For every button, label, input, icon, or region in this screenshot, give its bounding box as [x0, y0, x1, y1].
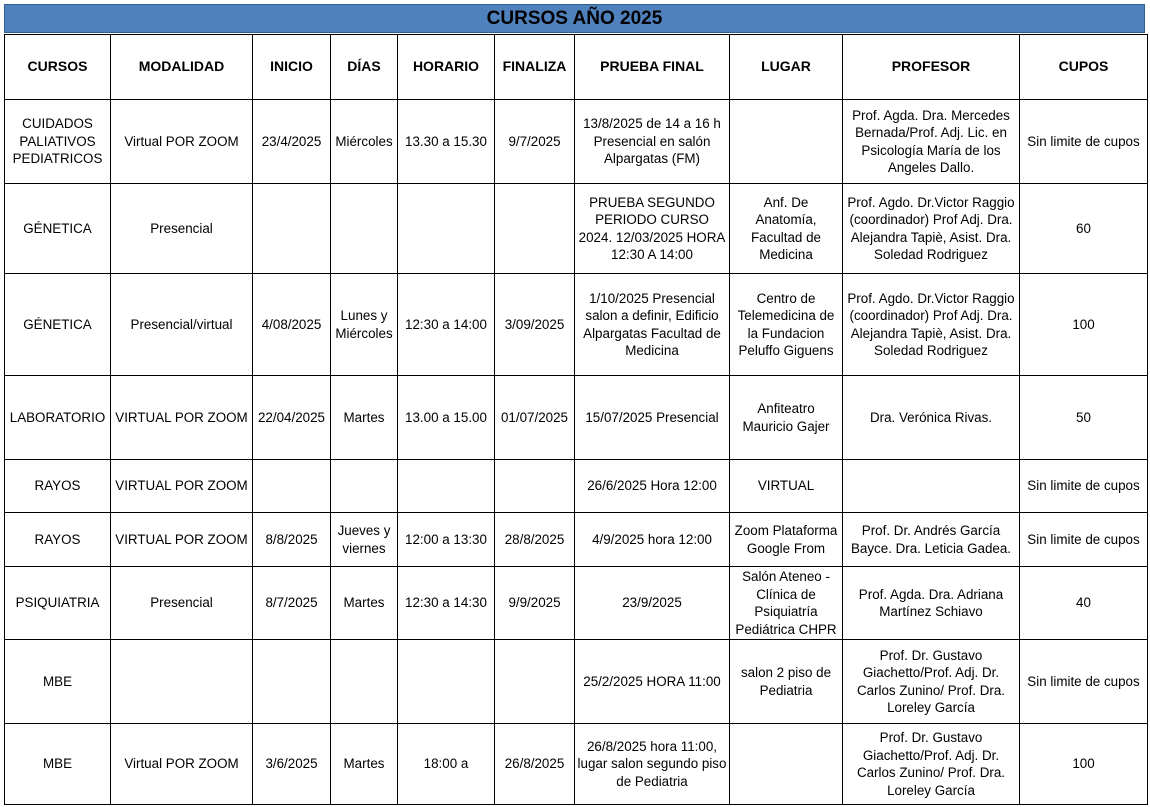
table-row	[5, 640, 1148, 724]
cell-lugar: Zoom Plataforma Google From	[730, 513, 843, 567]
cell-cupos: 100	[1020, 274, 1148, 376]
cell-horario: 13.00 a 15.00	[398, 376, 495, 460]
cell-cupos: Sin limite de cupos	[1020, 640, 1148, 724]
cell-prueba-final: 1/10/2025 Presencial salon a definir, Edificio Alpargatas Facultad de Medicina	[575, 274, 730, 376]
cell-dias: Martes	[331, 567, 398, 640]
table-row	[5, 376, 1148, 460]
cell-horario: 12:30 a 14:00	[398, 274, 495, 376]
cell-prueba-final: 25/2/2025 HORA 11:00	[575, 640, 730, 724]
cell-profesor: Prof. Agdo. Dr.Victor Raggio (coordinador) Prof Adj. Dra. Alejandra Tapiè, Asist. Dra. Soledad Rodriguez	[843, 184, 1020, 274]
column-header-finaliza: FINALIZA	[495, 35, 575, 100]
cell-lugar: Anfiteatro Mauricio Gajer	[730, 376, 843, 460]
cell-horario	[398, 640, 495, 724]
cell-lugar: VIRTUAL	[730, 460, 843, 513]
cell-horario	[398, 460, 495, 513]
cell-inicio: 8/7/2025	[253, 567, 331, 640]
cell-inicio: 23/4/2025	[253, 100, 331, 184]
cell-inicio	[253, 184, 331, 274]
cell-prueba-final: 13/8/2025 de 14 a 16 h Presencial en salón Alpargatas (FM)	[575, 100, 730, 184]
cell-prueba-final: 4/9/2025 hora 12:00	[575, 513, 730, 567]
header-row	[5, 35, 1148, 100]
column-header-prueba-final: PRUEBA FINAL	[575, 35, 730, 100]
cell-modalidad	[111, 640, 253, 724]
cell-cupos: Sin limite de cupos	[1020, 100, 1148, 184]
cell-finaliza: 26/8/2025	[495, 724, 575, 805]
table-row	[5, 513, 1148, 567]
cell-finaliza: 3/09/2025	[495, 274, 575, 376]
cell-modalidad: Presencial	[111, 184, 253, 274]
cell-dias	[331, 460, 398, 513]
cell-cupos: 40	[1020, 567, 1148, 640]
cell-finaliza: 28/8/2025	[495, 513, 575, 567]
cell-dias: Jueves y viernes	[331, 513, 398, 567]
cell-cursos: GÉNETICA	[5, 184, 111, 274]
cell-profesor: Prof. Dr. Andrés García Bayce. Dra. Leticia Gadea.	[843, 513, 1020, 567]
cell-dias: Martes	[331, 724, 398, 805]
cell-lugar: salon 2 piso de Pediatria	[730, 640, 843, 724]
cell-finaliza: 9/9/2025	[495, 567, 575, 640]
cell-lugar	[730, 724, 843, 805]
page-title: CURSOS AÑO 2025	[4, 4, 1145, 33]
cell-prueba-final: 26/8/2025 hora 11:00, lugar salon segundo piso de Pediatria	[575, 724, 730, 805]
table-row	[5, 460, 1148, 513]
cell-cupos: Sin limite de cupos	[1020, 460, 1148, 513]
cell-horario	[398, 184, 495, 274]
cell-finaliza	[495, 184, 575, 274]
cell-lugar	[730, 100, 843, 184]
cell-profesor: Prof. Agdo. Dr.Victor Raggio (coordinador) Prof Adj. Dra. Alejandra Tapiè, Asist. Dra. Soledad Rodriguez	[843, 274, 1020, 376]
cell-cursos: RAYOS	[5, 513, 111, 567]
courses-table	[4, 34, 1148, 805]
column-header-horario: HORARIO	[398, 35, 495, 100]
column-header-inicio: INICIO	[253, 35, 331, 100]
cell-finaliza	[495, 640, 575, 724]
table-row	[5, 274, 1148, 376]
cell-cupos: 100	[1020, 724, 1148, 805]
cell-prueba-final: 23/9/2025	[575, 567, 730, 640]
cell-cursos: LABORATORIO	[5, 376, 111, 460]
cell-inicio: 3/6/2025	[253, 724, 331, 805]
table-row	[5, 567, 1148, 640]
table-row	[5, 100, 1148, 184]
cell-dias: Lunes y Miércoles	[331, 274, 398, 376]
cell-dias	[331, 184, 398, 274]
column-header-lugar: LUGAR	[730, 35, 843, 100]
cell-horario: 13.30 a 15.30	[398, 100, 495, 184]
cell-lugar: Anf. De Anatomía, Facultad de Medicina	[730, 184, 843, 274]
cell-profesor	[843, 460, 1020, 513]
cell-modalidad: VIRTUAL POR ZOOM	[111, 460, 253, 513]
table-row	[5, 184, 1148, 274]
cell-modalidad: Presencial	[111, 567, 253, 640]
cell-dias: Miércoles	[331, 100, 398, 184]
cell-prueba-final: 26/6/2025 Hora 12:00	[575, 460, 730, 513]
column-header-modalidad: MODALIDAD	[111, 35, 253, 100]
cell-lugar: Salón Ateneo - Clínica de Psiquiatría Pediátrica CHPR	[730, 567, 843, 640]
cell-finaliza: 9/7/2025	[495, 100, 575, 184]
cell-cupos: 50	[1020, 376, 1148, 460]
table-body	[5, 100, 1148, 805]
column-header-profesor: PROFESOR	[843, 35, 1020, 100]
cell-cursos: MBE	[5, 640, 111, 724]
cell-profesor: Prof. Agda. Dra. Adriana Martínez Schiavo	[843, 567, 1020, 640]
cell-finaliza: 01/07/2025	[495, 376, 575, 460]
cell-modalidad: VIRTUAL POR ZOOM	[111, 376, 253, 460]
cell-prueba-final: 15/07/2025 Presencial	[575, 376, 730, 460]
cell-inicio	[253, 460, 331, 513]
cell-inicio	[253, 640, 331, 724]
cell-cursos: GÉNETICA	[5, 274, 111, 376]
cell-profesor: Prof. Dr. Gustavo Giachetto/Prof. Adj. Dr. Carlos Zunino/ Prof. Dra. Loreley García	[843, 640, 1020, 724]
column-header-cupos: CUPOS	[1020, 35, 1148, 100]
cell-cupos: 60	[1020, 184, 1148, 274]
cell-horario: 18:00 a	[398, 724, 495, 805]
cell-cursos: PSIQUIATRIA	[5, 567, 111, 640]
cell-prueba-final: PRUEBA SEGUNDO PERIODO CURSO 2024. 12/03/2025 HORA 12:30 A 14:00	[575, 184, 730, 274]
cell-inicio: 4/08/2025	[253, 274, 331, 376]
cell-cupos: Sin limite de cupos	[1020, 513, 1148, 567]
table-row	[5, 724, 1148, 805]
cell-profesor: Prof. Dr. Gustavo Giachetto/Prof. Adj. Dr. Carlos Zunino/ Prof. Dra. Loreley García	[843, 724, 1020, 805]
cell-modalidad: Virtual POR ZOOM	[111, 100, 253, 184]
cell-profesor: Dra. Verónica Rivas.	[843, 376, 1020, 460]
cell-inicio: 8/8/2025	[253, 513, 331, 567]
cell-inicio: 22/04/2025	[253, 376, 331, 460]
cell-horario: 12:00 a 13:30	[398, 513, 495, 567]
cell-cursos: RAYOS	[5, 460, 111, 513]
column-header-cursos: CURSOS	[5, 35, 111, 100]
cell-horario: 12:30 a 14:30	[398, 567, 495, 640]
cell-dias: Martes	[331, 376, 398, 460]
cell-modalidad: Presencial/virtual	[111, 274, 253, 376]
column-header-dias: DÍAS	[331, 35, 398, 100]
cell-cursos: MBE	[5, 724, 111, 805]
cell-profesor: Prof. Agda. Dra. Mercedes Bernada/Prof. Adj. Lic. en Psicología María de los Angeles Dallo.	[843, 100, 1020, 184]
cell-modalidad: Virtual POR ZOOM	[111, 724, 253, 805]
cell-modalidad: VIRTUAL POR ZOOM	[111, 513, 253, 567]
cell-cursos: CUIDADOS PALIATIVOS PEDIATRICOS	[5, 100, 111, 184]
cell-lugar: Centro de Telemedicina de la Fundacion Peluffo Giguens	[730, 274, 843, 376]
cell-finaliza	[495, 460, 575, 513]
cell-dias	[331, 640, 398, 724]
